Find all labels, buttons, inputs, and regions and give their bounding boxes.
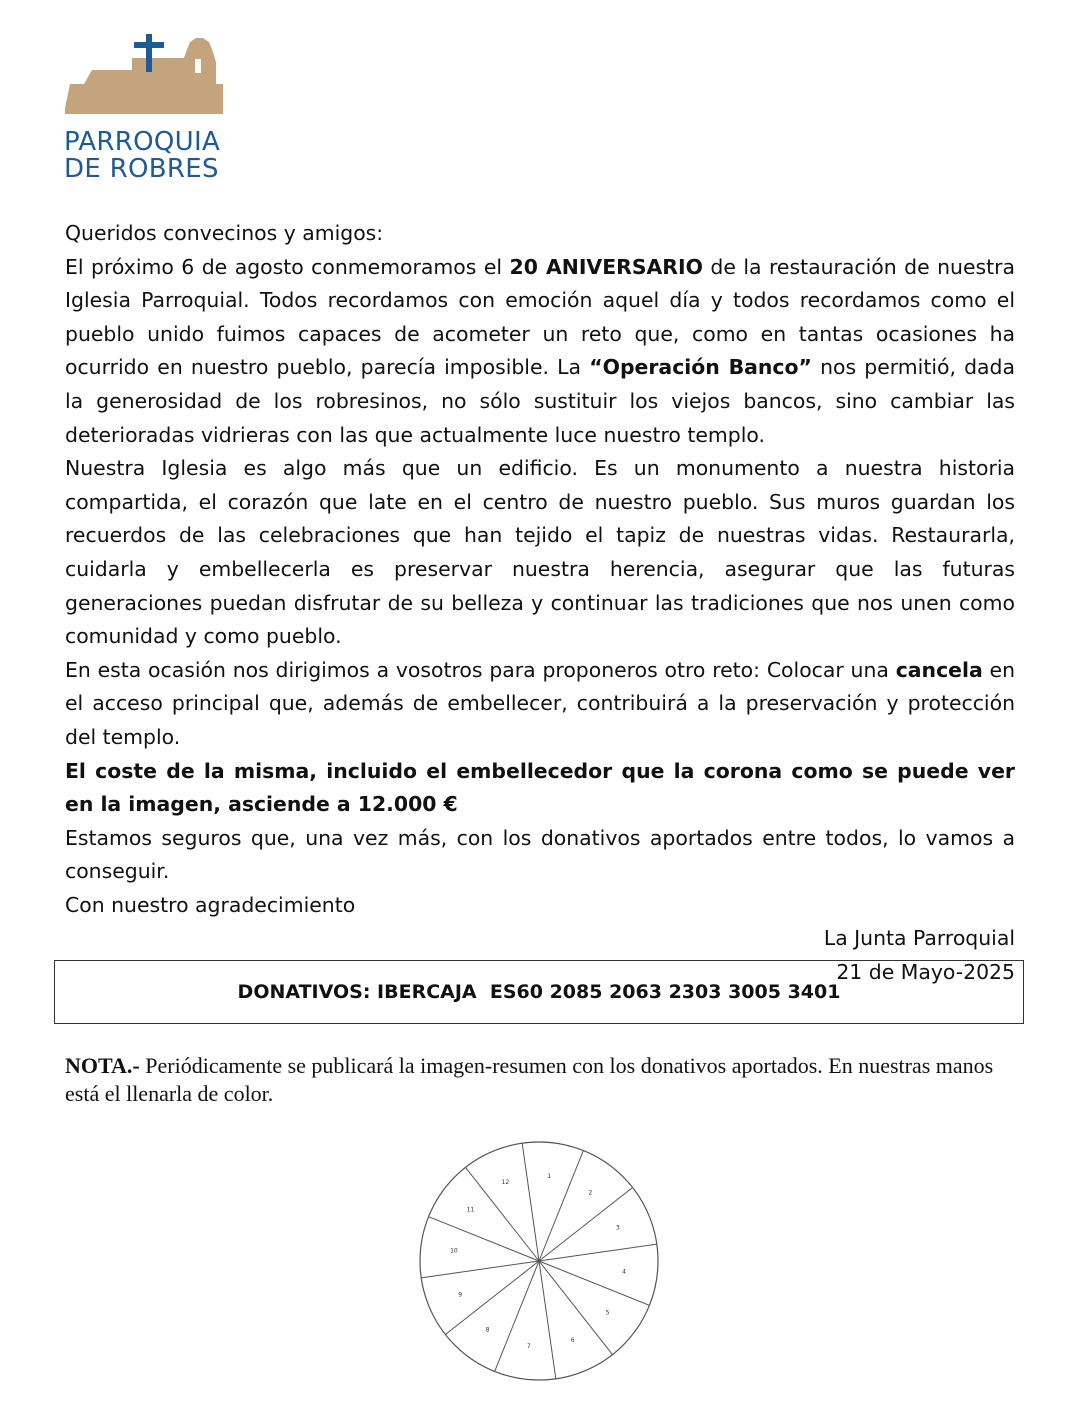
logo-line-2: DE ROBRES [64,154,219,184]
donation-wheel [418,1140,660,1382]
paragraph-confidence: Estamos seguros que, una vez más, con los donativos aportados entre todos, lo vamos a conseguir. [65,825,1015,884]
gate-highlight: cancela [895,657,983,682]
parish-logo [60,28,235,188]
greeting: Queridos convecinos y amigos: [65,221,384,245]
wheel-segment-label: 11 [466,1206,475,1214]
wheel-segment-label: 1 [547,1172,552,1180]
wheel-segment-label: 3 [615,1224,620,1232]
anniversary-highlight: 20 ANIVERSARIO [509,254,703,279]
letter-date: 21 de Mayo-2025 [836,960,1015,985]
wheel-segment-label: 4 [622,1268,626,1276]
closing: Con nuestro agradecimiento [65,892,356,917]
church-icon [60,28,235,138]
donations-account: DONATIVOS: IBERCAJA ES60 2085 2063 2303 3005 3401 [237,981,841,1003]
wheel-segment-label: 8 [485,1326,490,1334]
wheel-segment-label: 9 [458,1291,463,1299]
letter-body [65,217,1015,990]
note-label: NOTA.- [65,1053,140,1078]
paragraph-church: Nuestra Iglesia es algo más que un edificio. Es un monumento a nuestra historia compartida, el corazón que late en el centro de nuestro pueblo. Sus muros guardan los recuerdos de las celebraciones que han tejido el tapiz de nuestras vidas. Restaurarla, cuidarla y embellecerla es preservar nuestra herencia, asegurar que las futuras generaciones puedan disfrutar de su belleza y continuar las tradiciones que nos unen como comunidad y como pueblo. [65,456,1015,649]
paragraph-cost: El coste de la misma, incluido el embellecedor que la corona como se puede ver en la imagen, asciende a 12.000 € [65,758,1015,817]
operation-highlight: “Operación Banco” [589,355,812,380]
donations-box [54,960,1024,1024]
wheel-segment-label: 10 [450,1247,458,1255]
wheel-segment-label: 6 [570,1336,575,1344]
wheel-segment-label: 2 [588,1189,593,1197]
signature: La Junta Parroquial [823,926,1015,951]
wheel-segment-label: 12 [501,1179,510,1187]
note [65,1052,1015,1108]
note-text: Periódicamente se publicará la imagen-resumen con los donativos aportados. En nuestras manos está el llenarla de color. [65,1053,994,1106]
logo-line-1: PARROQUIA [64,127,221,157]
paragraph-challenge: En esta ocasión nos dirigimos a vosotros para proponeros otro reto: Colocar una cancela en el acceso principal que, además de embellecer, contribuirá a la preservación y protección del templo. [65,657,1016,749]
paragraph-anniversary: El próximo 6 de agosto conmemoramos el 20 ANIVERSARIO de la restauración de nuestra Iglesia Parroquial. Todos recordamos con emoción aquel día y todos recordamos como el pueblo unido fuimos capaces de acometer un reto que, como en tantas ocasiones ha ocurrido en nuestro pueblo, parecía imposible. La “Operación Banco” nos permitió, dada la generosidad de los robresinos, no sólo sustituir los viejos bancos, sino cambiar las deterioradas vidrieras con las que actualmente luce nuestro templo. [65,254,1015,447]
wheel-segment-label: 5 [605,1309,610,1317]
wheel-segment-label: 7 [526,1343,531,1351]
